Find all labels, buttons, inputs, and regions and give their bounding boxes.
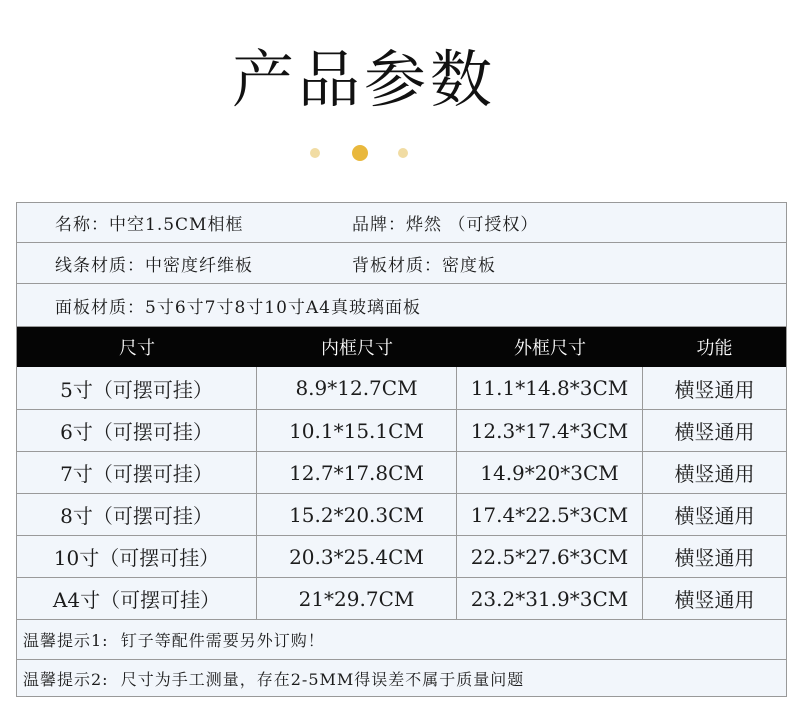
table-row [17, 494, 786, 536]
table-row [17, 367, 786, 410]
tip-1: 温馨提示1: 钉子等配件需要另外订购！ [23, 631, 325, 650]
header-outer-size: 外框尺寸 [514, 338, 586, 359]
table-header [17, 327, 786, 367]
cell-function: 横竖通用 [674, 377, 755, 402]
panel-material: 面板材质：5寸6寸7寸8寸10寸A4真玻璃面板 [55, 297, 421, 318]
dot-center [352, 145, 368, 161]
header-function: 功能 [696, 338, 733, 359]
cell-function: 横竖通用 [674, 462, 755, 486]
cell-size: A4寸（可摆可挂） [17, 578, 257, 619]
cell-outer-size: 22.5*27.6*3CM [457, 536, 643, 577]
spec-table [16, 202, 787, 697]
dot-left [310, 148, 320, 158]
info-row-materials [17, 243, 786, 284]
cell-size: 6寸（可摆可挂） [17, 410, 257, 451]
cell-size: 5寸（可摆可挂） [17, 367, 257, 409]
tip-2: 温馨提示2: 尺寸为手工测量，存在2-5MM得误差不属于质量问题 [23, 669, 525, 689]
cell-inner-size: 10.1*15.1CM [257, 410, 457, 451]
cell-function: 横竖通用 [674, 588, 755, 612]
dot-right [398, 148, 408, 158]
cell-size: 7寸（可摆可挂） [17, 452, 257, 493]
cell-function: 横竖通用 [674, 504, 755, 528]
cell-outer-size: 17.4*22.5*3CM [457, 494, 643, 535]
product-name: 名称：中空1.5CM相框 [55, 215, 244, 235]
cell-inner-size: 20.3*25.4CM [257, 536, 457, 577]
product-brand: 品牌：烨然 （可授权） [352, 215, 539, 235]
header-inner-size: 内框尺寸 [321, 338, 393, 359]
cell-outer-size: 11.1*14.8*3CM [457, 367, 643, 409]
info-row-name-brand [17, 203, 786, 243]
table-row [17, 578, 786, 620]
cell-inner-size: 21*29.7CM [257, 578, 457, 619]
table-row [17, 452, 786, 494]
cell-size: 8寸（可摆可挂） [17, 494, 257, 535]
page-title: 产品参数 [231, 43, 496, 116]
cell-inner-size: 15.2*20.3CM [257, 494, 457, 535]
table-row [17, 536, 786, 578]
cell-function: 横竖通用 [674, 546, 755, 570]
cell-outer-size: 14.9*20*3CM [457, 452, 643, 493]
cell-inner-size: 12.7*17.8CM [257, 452, 457, 493]
back-material: 背板材质：密度板 [352, 255, 496, 276]
note-row-1 [17, 620, 786, 660]
cell-function: 横竖通用 [674, 420, 755, 444]
table-row [17, 410, 786, 452]
cell-size: 10寸（可摆可挂） [17, 536, 257, 577]
decorative-dots [0, 144, 728, 160]
cell-outer-size: 23.2*31.9*3CM [457, 578, 643, 619]
info-row-panel [17, 284, 786, 327]
cell-outer-size: 12.3*17.4*3CM [457, 410, 643, 451]
frame-material: 线条材质：中密度纤维板 [55, 255, 253, 276]
cell-inner-size: 8.9*12.7CM [257, 367, 457, 409]
header-size: 尺寸 [119, 338, 155, 359]
note-row-2 [17, 660, 786, 696]
